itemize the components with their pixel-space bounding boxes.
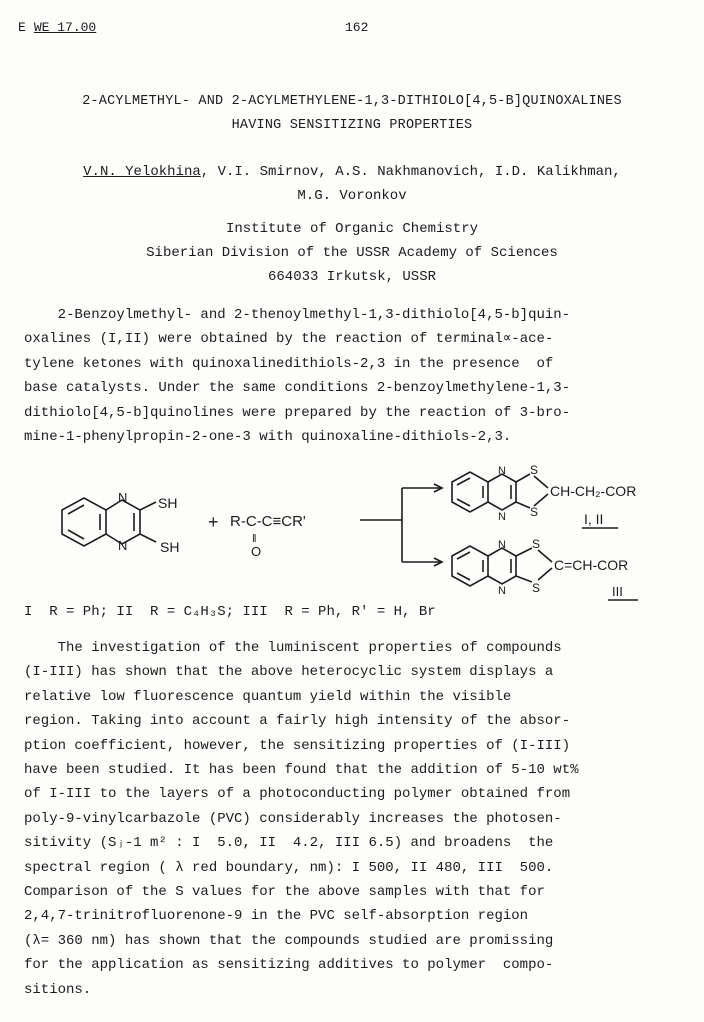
n-atom-label: N [498,585,506,597]
title-line-1: 2-ACYLMETHYL- AND 2-ACYLMETHYLENE-1,3-DITHIOLO[4,5-B]QUINOXALINES [82,94,622,109]
acetylene-ketone-structure [230,513,306,559]
reagent-formula: R-C-C≡CR' [230,513,306,530]
product-III-structure [452,537,638,600]
section-letter: E [18,20,26,35]
product-2-chain: C=CH-COR [554,557,629,573]
body-line: of I-III to the layers of a photoconducting polymer obtained from [24,786,571,803]
body-line: have been studied. It has been found that the addition of 5-10 wt% [24,762,579,779]
quinoxaline-dithiol-structure [62,490,179,555]
reaction-scheme [40,458,700,604]
carbonyl-bond: ‖ [252,533,257,545]
body-line: (I-III) has shown that the above heterocyclic system displays a [24,664,554,681]
n-atom-label: N [498,465,506,477]
affiliation-line-2: Siberian Division of the USSR Academy of Sciences [146,245,558,261]
n-atom-label: N [118,538,128,553]
oxygen-atom: O [251,544,262,559]
affiliation [0,217,704,289]
product-1-chain: CH-CH₂-COR [550,483,637,499]
body-line: The investigation of the luminiscent properties of compounds [24,640,562,656]
s-atom-label: S [530,505,539,519]
title-line-2: HAVING SENSITIZING PROPERTIES [231,118,473,133]
paper-title [0,90,704,138]
co-authors: , V.I. Smirnov, A.S. Nakhmanovich, I.D. Kalikhman, [200,164,621,180]
body-line: spectral region ( λ red boundary, nm): I 500, II 480, III 500. [24,859,554,876]
body-line: poly-9-vinylcarbazole (PVC) considerably increases the photosen- [24,810,562,827]
authors-line-2: M.G. Voronkov [297,188,407,204]
authors-line-1 [0,160,704,184]
body-line: sitivity (Sⱼ-1 m² : I 5.0, II 4.2, III 6.5) and broadens the [24,835,554,852]
body-line: sitions. [24,981,92,998]
n-atom-label: N [498,539,506,551]
plus-sign: + [208,512,219,532]
abstract-line: dithiolo[4,5-b]quinolines were prepared by the reaction of 3-bro- [24,404,571,421]
body-line: for the application as sensitizing additives to polymer compo- [24,957,554,974]
body-line: ption coefficient, however, the sensitizing properties of (I-III) [24,737,571,754]
header-left [18,20,96,35]
sh-group-bottom: SH [160,539,180,555]
abstract-line: mine-1-phenylpropin-2-one-3 with quinoxaline-dithiols-2,3. [24,429,512,446]
session-code: WE 17.00 [33,20,97,35]
body-line: Comparison of the S values for the above samples with that for [24,884,545,901]
s-atom-label: S [530,463,539,477]
body-line: relative low fluorescence quantum yield within the visible [24,688,512,705]
abstract-line: tylene ketones with quinoxalinedithiols-2,3 in the presence of [24,355,554,372]
body-line: (λ= 360 nm) has shown that the compounds studied are promissing [24,932,554,949]
body-line: region. Taking into account a fairly high intensity of the absor- [24,713,571,730]
body-paragraph [24,636,684,1002]
product-I-II-structure [452,463,636,528]
affiliation-line-3: 664033 Irkutsk, USSR [267,269,437,285]
product-2-label: III [612,584,623,599]
abstract-line: base catalysts. Under the same conditions 2-benzoylmethylene-1,3- [24,380,571,397]
reaction-arrows [360,484,442,566]
abstract-paragraph [24,303,684,449]
first-author: V.N. Yelokhina [83,164,201,180]
s-atom-label: S [532,581,541,595]
compound-substituents: I R = Ph; II R = C₄H₃S; III R = Ph, R' = H, Br [24,604,436,620]
abstract-line: oxalines (I,II) were obtained by the reaction of terminal∝-ace- [24,331,554,348]
n-atom-label: N [498,511,506,523]
body-line: 2,4,7-trinitrofluorenone-9 in the PVC self-absorption region [24,908,529,925]
authors [0,160,704,208]
s-atom-label: S [532,537,541,551]
page-number: 162 [345,20,369,35]
affiliation-line-1: Institute of Organic Chemistry [225,221,479,237]
product-1-label: I, II [584,511,604,527]
n-atom-label: N [118,490,128,505]
abstract-line: 2-Benzoylmethyl- and 2-thenoylmethyl-1,3-dithiolo[4,5-b]quin- [24,307,571,323]
sh-group-top: SH [158,495,178,511]
